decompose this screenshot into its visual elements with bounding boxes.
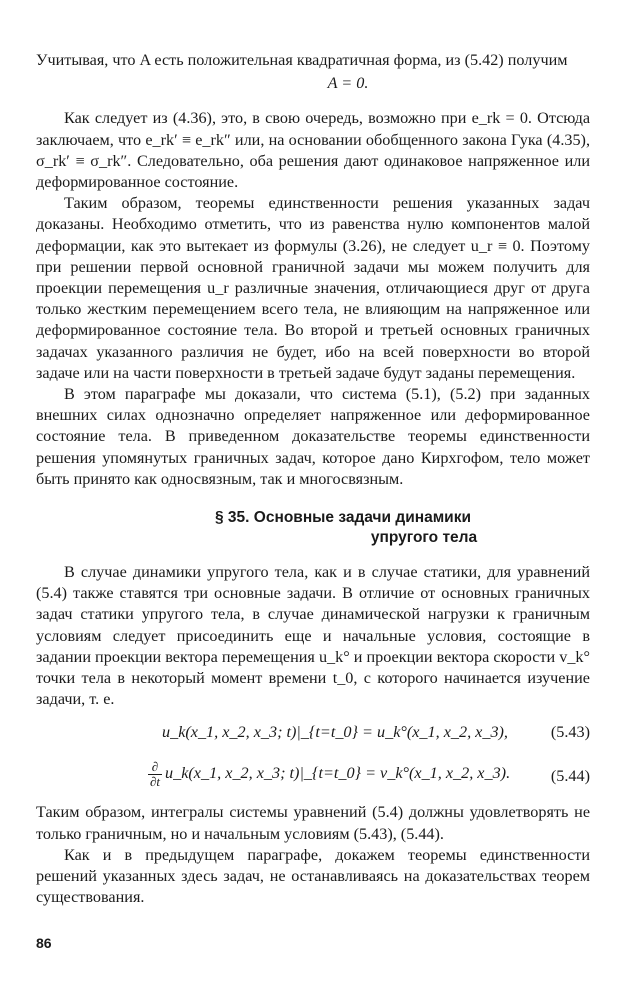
fraction-denominator: ∂t bbox=[150, 774, 161, 790]
page-number: 86 bbox=[36, 935, 52, 951]
section-heading-line-2: упругого тела bbox=[370, 529, 478, 547]
paragraph-7: Как и в предыдущем параграфе, докажем теоремы единственности решений указанных здесь задач, не останавливаясь на доказательствах теорем существования. bbox=[36, 845, 590, 907]
paragraph-2: Как следует из (4.36), это, в свою очередь, возможно при e_rk = 0. Отсюда заключаем, что e_rk′ ≡ e_rk″ или, на основании обобщенного закона Гука (4.35), σ_rk′ ≡ σ_rk″. Следовательно, оба решения дают одинаковое напряженное или деформированное состояние. bbox=[36, 109, 590, 192]
fraction-numerator: ∂ bbox=[148, 760, 162, 775]
equation-5-44-body: u_k(x_1, x_2, x_3; t)|_{t=t_0} = v_k°(x_1, x_2, x_3). bbox=[165, 764, 511, 783]
page-body bbox=[36, 50, 590, 909]
partial-derivative-fraction bbox=[148, 760, 162, 789]
equation-5-44-number: (5.44) bbox=[550, 767, 590, 786]
paragraph-3: Таким образом, теоремы единственности решения указанных задач доказаны. Необходимо отметить, что из равенства нулю компонентов малой деформации, как это вытекает из формулы (3.26), не следует u_r ≡ 0. Поэтому при решении первой основной граничной задачи мы можем получить для проекции перемещения u_r различные значения, отличающиеся друг от друга только жестким перемещением всего тела, не влияющим на напряженное или деформированное состояние тела. Во второй и третьей основных граничных задачах указанного различия не будет, ибо на всей поверхности во второй задаче или на части поверхности в третьей задаче будут заданы перемещения. bbox=[36, 194, 590, 382]
section-heading bbox=[36, 508, 590, 548]
equation-5-43 bbox=[36, 716, 590, 754]
paragraph-6: Таким образом, интегралы системы уравнений (5.4) должны удовлетворять не только граничным, но и начальным условиям (5.43), (5.44). bbox=[36, 803, 590, 843]
equation-a-zero: A = 0. bbox=[327, 74, 369, 93]
paragraph-5: В случае динамики упругого тела, как и в случае статики, для уравнений (5.4) также ставятся три основные задачи. В отличие от основных граничных задач статики упругого тела, в случае динамической нагрузки к граничным условиям следует присоединить еще и начальные условия, состоящие в задании проекции вектора перемещения u_k° и проекции вектора скорости v_k° точки тела в некоторый момент времени t_0, с которого начинается изучение задачи, т. е. bbox=[36, 563, 590, 709]
section-heading-line-1: § 35. Основные задачи динамики bbox=[215, 509, 471, 527]
paragraph-4: В этом параграфе мы доказали, что система (5.1), (5.2) при заданных внешних силах однозначно определяет напряженное или деформированное состояние тела. В приведенном доказательстве теоремы единственности решения упомянутых граничных задач, которое дано Кирхгофом, тело может быть принято как односвязным, так и многосвязным. bbox=[36, 385, 590, 488]
paragraph-1: Учитывая, что A есть положительная квадратичная форма, из (5.42) получим bbox=[36, 51, 568, 69]
equation-5-43-body: u_k(x_1, x_2, x_3; t)|_{t=t_0} = u_k°(x_1, x_2, x_3), bbox=[162, 723, 508, 742]
equation-5-44-body-wrap bbox=[148, 760, 510, 789]
equation-5-43-number: (5.43) bbox=[550, 723, 590, 742]
equation-5-44 bbox=[36, 760, 590, 798]
